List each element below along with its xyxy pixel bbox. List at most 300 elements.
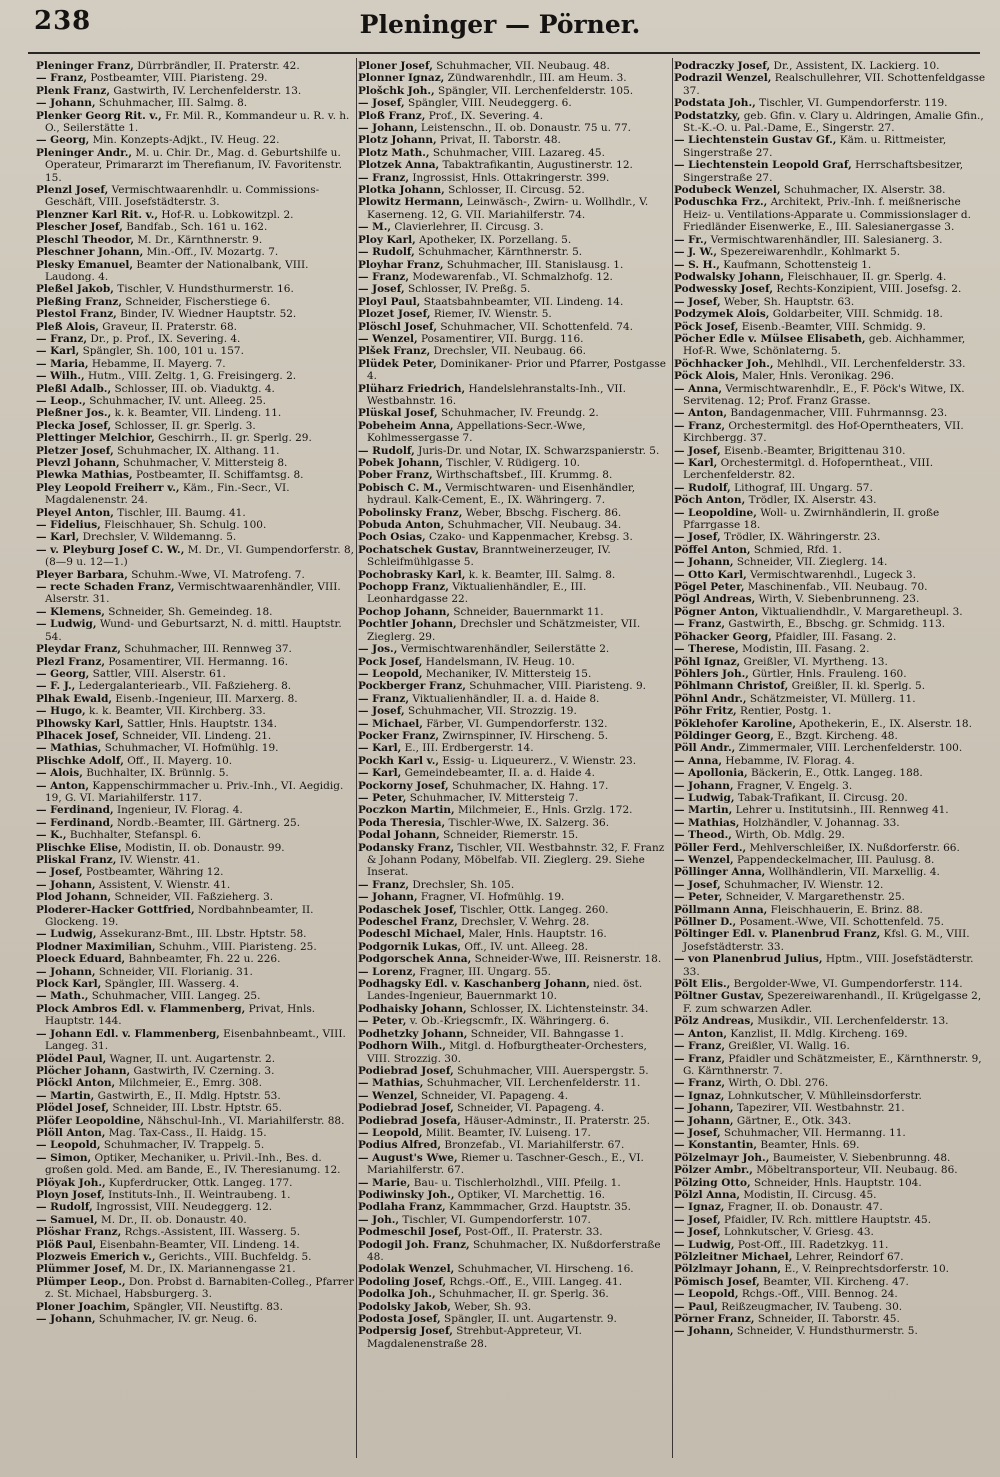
- directory-entry: [36, 110, 354, 135]
- entry-details: Weber, Sh. Hauptstr. 63.: [720, 295, 855, 308]
- directory-entry: [358, 1301, 670, 1313]
- entry-name: — Simon,: [36, 1151, 92, 1164]
- entry-details: Häuser-Adminstr., II. Praterstr. 25.: [460, 1114, 651, 1127]
- directory-entry: [36, 544, 354, 569]
- entry-name: — Franz,: [36, 332, 88, 345]
- directory-entry: [36, 1251, 354, 1263]
- entry-name: Plenk Franz,: [36, 84, 110, 97]
- directory-entry: [36, 531, 354, 543]
- entry-name: Pliskal Franz,: [36, 854, 117, 866]
- entry-details: Schneider, VI. Papageng. 4.: [453, 1102, 605, 1115]
- entry-name: Plüdek Peter,: [358, 357, 437, 370]
- entry-name: Pochopp Franz,: [358, 581, 449, 594]
- entry-details: Bergolder-Wwe, VI. Gumpendorferstr. 114.: [730, 978, 963, 991]
- directory-entry: [358, 308, 670, 320]
- directory-entry: [674, 829, 988, 841]
- directory-entry: [358, 1226, 670, 1238]
- entry-details: Vermischtwaren- und Eisenhändler, hydraul. Kalk-Cement, E., IX. Währingerg. 7.: [367, 481, 636, 507]
- directory-entry: [36, 693, 354, 705]
- entry-name: Plöfer Leopoldine,: [36, 1114, 144, 1127]
- directory-entry: [358, 916, 670, 928]
- directory-entry: [674, 656, 988, 668]
- directory-entry: [36, 420, 354, 432]
- entry-name: Plödel Josef,: [36, 1102, 110, 1115]
- entry-details: Milchmeier, E., Hnls. Grzlg. 172.: [454, 804, 633, 817]
- directory-entry: [358, 792, 670, 804]
- entry-name: — Jos.,: [358, 643, 398, 656]
- directory-column-1: [36, 60, 354, 1465]
- entry-name: — von Planenbrud Julius,: [674, 953, 823, 966]
- entry-details: Maschinenfab., VII. Neubaug. 70.: [744, 581, 928, 594]
- entry-name: Pober Franz,: [358, 469, 433, 482]
- entry-name: Plöyak Joh.,: [36, 1176, 106, 1189]
- entry-details: Orchestermitgl. des Hof-Operntheaters, VII. Kirchbergg. 37.: [683, 419, 964, 445]
- entry-name: — Ludwig,: [674, 1238, 735, 1251]
- directory-entry: [674, 1090, 988, 1102]
- entry-details: Schuhmacher, VI. Hofmühlg. 19.: [101, 742, 279, 755]
- entry-name: — Johann,: [674, 1325, 734, 1338]
- entry-name: Plümper Leop.,: [36, 1275, 126, 1288]
- directory-entry: [36, 134, 354, 146]
- entry-details: Handelslehranstalts-Inh., VII. Westbahnstr. 16.: [367, 382, 626, 407]
- directory-entry: [36, 1201, 354, 1213]
- directory-entry: [358, 842, 670, 879]
- directory-entry: [674, 1028, 988, 1040]
- entry-name: — Franz,: [674, 1052, 726, 1065]
- entry-name: Podiebrad Josefa,: [358, 1114, 461, 1127]
- directory-entry: [36, 469, 354, 481]
- entry-details: Gemeindebeamter, II. a. d. Haide 4.: [401, 767, 595, 780]
- directory-entry: [36, 308, 354, 320]
- entry-name: Ploß Franz,: [358, 109, 426, 122]
- entry-details: Wirth, Ob. Mdlg. 29.: [731, 829, 845, 842]
- entry-details: Vermischtwarenhdl., Lugeck 3.: [746, 568, 916, 581]
- running-head: Pleninger — Pörner.: [359, 10, 641, 39]
- directory-entry: [674, 1251, 988, 1263]
- directory-entry: [358, 742, 670, 754]
- directory-entry: [358, 544, 670, 569]
- entry-details: Tischler, V. Hundsthurmerstr. 16.: [113, 283, 294, 296]
- entry-name: Plöll Anton,: [36, 1126, 106, 1139]
- directory-entry: [358, 1152, 670, 1177]
- directory-entry: [358, 519, 670, 531]
- entry-details: Schmied, Rfd. 1.: [750, 543, 842, 556]
- directory-column-3: [674, 60, 988, 1465]
- entry-name: — Johann,: [36, 965, 96, 978]
- entry-name: — S. H.,: [674, 258, 720, 271]
- entry-details: Eisenb.-Beamter, Brigittenau 310.: [720, 444, 906, 457]
- entry-details: Wirthschaftsbef., III. Krummg. 8.: [432, 469, 613, 482]
- entry-name: Plümmer Josef,: [36, 1263, 127, 1276]
- entry-name: — Paul,: [674, 1300, 718, 1313]
- entry-details: Mechaniker, IV. Mittersteig 15.: [422, 667, 592, 680]
- entry-name: — Leopold,: [358, 667, 423, 680]
- directory-entry: [674, 1276, 988, 1288]
- directory-entry: [358, 1077, 670, 1089]
- directory-entry: [674, 928, 988, 953]
- directory-entry: [358, 705, 670, 717]
- directory-entry: [674, 866, 988, 878]
- entry-name: Pöhnl Andr.,: [674, 692, 747, 705]
- entry-details: Rechts-Konzipient, VIII. Josefsg. 2.: [773, 283, 962, 296]
- entry-name: — Wenzel,: [358, 332, 418, 345]
- entry-details: Schlosser, III. ob. Viaduktg. 4.: [111, 382, 275, 395]
- entry-details: Gerichts., VIII. Buchfeldg. 5.: [155, 1251, 312, 1263]
- directory-entry: [674, 556, 988, 568]
- entry-details: Vermischtwarenhändler, Seilerstätte 2.: [397, 643, 610, 656]
- entry-details: Kupferdrucker, Ottk. Langeg. 177.: [105, 1176, 293, 1189]
- entry-details: Ingrossist, VIII. Neudeggerg. 12.: [92, 1201, 273, 1214]
- entry-details: Herrschaftsbesitzer, Singerstraße 27.: [683, 159, 964, 184]
- directory-entry: [358, 941, 670, 953]
- entry-details: Drechsler, Sh. 105.: [409, 878, 515, 891]
- entry-name: Podpersig Josef,: [358, 1325, 453, 1338]
- entry-name: — Franz,: [358, 878, 410, 891]
- directory-entry: [358, 804, 670, 816]
- entry-name: Ploeck Eduard,: [36, 953, 126, 966]
- entry-details: Wollhändlerin, VII. Marxellig. 4.: [765, 866, 940, 879]
- entry-name: — Ludwig,: [36, 618, 97, 631]
- directory-entry: [674, 891, 988, 903]
- directory-entry: [36, 445, 354, 457]
- directory-entry: [36, 1077, 354, 1089]
- entry-name: — Anton,: [674, 407, 728, 420]
- entry-details: Schuhmacher, VIII. Piaristeng. 9.: [465, 680, 646, 693]
- entry-name: — Wenzel,: [358, 1089, 418, 1102]
- entry-details: Zündwarenhdlr., III. am Heum. 3.: [444, 72, 627, 85]
- entry-details: Bau- u. Tischlerholzhdl., VIII. Pfeilg. 1.: [410, 1176, 621, 1189]
- directory-entry: [358, 482, 670, 507]
- entry-name: Pleßl Adalb.,: [36, 382, 112, 395]
- directory-entry: [674, 593, 988, 605]
- directory-entry: [36, 581, 354, 606]
- directory-entry: [358, 1090, 670, 1102]
- entry-details: Privat, Hnls. Hauptstr. 144.: [45, 1002, 316, 1028]
- directory-entry: [36, 1139, 354, 1151]
- directory-entry: [674, 817, 988, 829]
- entry-details: Off., IV. unt. Alleeg. 28.: [461, 940, 588, 953]
- entry-details: E., Bzgt. Kircheng. 48.: [773, 729, 898, 742]
- entry-name: Podal Johann,: [358, 829, 440, 842]
- directory-entry: [674, 1152, 988, 1164]
- entry-details: Ledergalanteriearb., VII. Faßzieherg. 8.: [75, 680, 292, 693]
- entry-details: Posament.-Wwe, VII. Schottenfeld. 75.: [736, 916, 944, 929]
- entry-name: Plestol Franz,: [36, 308, 117, 321]
- entry-name: Pömisch Josef,: [674, 1275, 760, 1288]
- directory-entry: [358, 928, 670, 940]
- entry-name: Plotz Math.,: [358, 146, 430, 159]
- directory-entry: [674, 643, 988, 655]
- directory-entry: [36, 1053, 354, 1065]
- entry-details: M. Dr., VI. Gumpendorferstr. 8, (8—9 u. 12—1.): [45, 543, 354, 569]
- entry-details: M. Dr., IX. Mariannengasse 21.: [126, 1263, 296, 1276]
- directory-entry: [674, 1102, 988, 1114]
- entry-name: Pochatschek Gustav,: [358, 543, 479, 556]
- entry-details: Hutm., VIII. Zeltg. 1, G. Freisingerg. 2.: [84, 370, 297, 383]
- entry-name: — Johann,: [674, 1114, 734, 1127]
- directory-entry: [674, 1139, 988, 1151]
- entry-name: — Rudolf,: [674, 481, 731, 494]
- entry-name: Ploner Joachim,: [36, 1300, 130, 1313]
- entry-details: Fleischhauer, II. gr. Sperlg. 4.: [784, 270, 947, 283]
- entry-name: Plenzner Karl Rit. v.,: [36, 208, 159, 221]
- entry-details: Fleischhauer, Sh. Schulg. 100.: [100, 519, 267, 532]
- entry-name: — Karl,: [358, 767, 402, 780]
- directory-entry: [36, 742, 354, 754]
- entry-details: Apothekerin, E., IX. Alserstr. 18.: [796, 717, 972, 730]
- entry-details: Schlosser, II. gr. Sperlg. 3.: [111, 419, 256, 432]
- directory-entry: [36, 1115, 354, 1127]
- directory-entry: [36, 296, 354, 308]
- entry-details: Schlosser, II. Circusg. 52.: [444, 184, 585, 197]
- entry-details: Mehlhdl., VII. Lerchenfelderstr. 33.: [773, 357, 966, 370]
- entry-details: Tapezirer, VII. Westbahnstr. 21.: [733, 1102, 905, 1115]
- entry-details: Färber, VI. Gumpendorferstr. 132.: [422, 717, 608, 730]
- entry-name: — Mathias,: [358, 1077, 424, 1090]
- entry-details: Weber, Bbschg. Fischerg. 86.: [462, 506, 622, 519]
- directory-entry: [36, 879, 354, 891]
- directory-entry: [674, 742, 988, 754]
- directory-entry: [36, 457, 354, 469]
- entry-name: Ploy Karl,: [358, 233, 416, 246]
- entry-details: Ingenieur, IV. Florag. 4.: [113, 804, 243, 817]
- entry-name: Pobuda Anton,: [358, 519, 445, 532]
- directory-entry: [36, 60, 354, 72]
- entry-details: Schuhmacher, IV. Trappelg. 5.: [100, 1139, 265, 1152]
- directory-entry: [36, 259, 354, 284]
- entry-name: — Therese,: [674, 643, 739, 656]
- directory-entry: [36, 829, 354, 841]
- entry-details: Bandfab., Sch. 161 u. 162.: [122, 221, 268, 234]
- directory-entry: [358, 1263, 670, 1275]
- directory-entry: [674, 184, 988, 196]
- entry-name: Pöhl Ignaz,: [674, 655, 741, 668]
- entry-details: Assistent, V. Wienstr. 41.: [95, 878, 231, 891]
- entry-name: Pleßner Jos.,: [36, 407, 112, 420]
- directory-entry: [358, 134, 670, 146]
- entry-name: — Theod.,: [674, 829, 732, 842]
- entry-name: — Anton,: [36, 779, 90, 792]
- entry-details: Dr., Assistent, IX. Lackierg. 10.: [770, 60, 940, 72]
- entry-name: Plock Karl,: [36, 978, 102, 991]
- entry-name: — Josef,: [674, 1213, 721, 1226]
- entry-name: Plšek Franz,: [358, 345, 431, 358]
- directory-entry: [36, 668, 354, 680]
- directory-entry: [36, 755, 354, 767]
- entry-details: Schuhmacher, IV. gr. Neug. 6.: [95, 1313, 258, 1326]
- entry-details: Spezereiwarenhdlr., Kohlmarkt 5.: [717, 246, 901, 259]
- directory-entry: [358, 97, 670, 109]
- entry-name: Pörner Franz,: [674, 1313, 755, 1326]
- entry-name: Pöch Anton,: [674, 494, 746, 507]
- entry-name: — Josef,: [674, 531, 721, 544]
- entry-name: — Rudolf,: [36, 1201, 93, 1214]
- directory-entry: [36, 507, 354, 519]
- directory-entry: [358, 767, 670, 779]
- entry-name: — Joh.,: [358, 1213, 400, 1226]
- entry-details: Käm. u. Rittmeister, Singerstraße 27.: [683, 134, 947, 159]
- directory-entry: [36, 1090, 354, 1102]
- entry-details: Pfaidler, IV. Rch. mittlere Hauptstr. 45.: [720, 1213, 932, 1226]
- entry-details: Off., II. Mayerg. 10.: [123, 754, 233, 767]
- directory-entry: [36, 978, 354, 990]
- entry-details: Schuhmacher, VIII. Auerspergstr. 5.: [453, 1064, 649, 1077]
- directory-entry: [674, 631, 988, 643]
- entry-details: k. k. Beamter, VII. Lindeng. 11.: [111, 407, 282, 420]
- directory-entry: [36, 1065, 354, 1077]
- entry-name: Plod Johann,: [36, 891, 112, 904]
- entry-details: Drechsler, V. Wildemanng. 5.: [79, 531, 237, 544]
- entry-details: Realschullehrer, VII. Schottenfeldgasse 37.: [683, 72, 986, 97]
- entry-details: Schneider, Riemerstr. 15.: [439, 829, 579, 842]
- page-number: 238: [34, 6, 92, 36]
- entry-details: Rchgs.-Off., VIII. Bennog. 24.: [738, 1288, 898, 1301]
- directory-entry: [674, 246, 988, 258]
- entry-details: Post-Off., II. Praterstr. 33.: [461, 1226, 603, 1239]
- entry-details: Schneider, II. Taborstr. 45.: [754, 1313, 900, 1326]
- entry-details: Dominikaner- Prior und Pfarrer, Postgasse 4.: [367, 357, 667, 383]
- directory-entry: [674, 271, 988, 283]
- directory-entry: [358, 780, 670, 792]
- entry-name: Pölz Andreas,: [674, 1015, 754, 1028]
- entry-name: — Ludwig,: [674, 791, 735, 804]
- directory-entry: [674, 1226, 988, 1238]
- entry-name: — Josef,: [358, 283, 405, 296]
- entry-details: Posamentirer, VII. Burgg. 116.: [417, 332, 584, 345]
- entry-details: Modistin, III. Fasang. 2.: [738, 643, 870, 656]
- entry-details: Czako- und Kappenmacher, Krebsg. 3.: [425, 531, 633, 544]
- entry-details: Fragner, III. Ungarg. 55.: [416, 965, 551, 978]
- entry-name: Plevzl Johann,: [36, 457, 120, 469]
- directory-entry: [674, 1214, 988, 1226]
- directory-entry: [674, 618, 988, 630]
- directory-entry: [674, 718, 988, 730]
- entry-details: Hebamme, IV. Florag. 4.: [722, 754, 855, 767]
- directory-entry: [358, 618, 670, 643]
- directory-entry: [36, 184, 354, 209]
- entry-details: Schuhmacher, III. Salmg. 8.: [95, 97, 248, 110]
- entry-name: Pölzleitner Michael,: [674, 1251, 793, 1263]
- directory-entry: [36, 854, 354, 866]
- entry-details: Greißler, II. kl. Sperlg. 5.: [788, 680, 926, 693]
- entry-details: Schlosser, IX. Lichtensteinstr. 34.: [466, 1002, 649, 1015]
- directory-entry: [358, 407, 670, 419]
- entry-name: Plenker Georg Rit. v.,: [36, 109, 162, 122]
- entry-name: Pleydar Franz,: [36, 643, 121, 656]
- entry-name: Pleßing Franz,: [36, 295, 123, 308]
- entry-name: — Klemens,: [36, 605, 105, 618]
- entry-details: Bandagenmacher, VIII. Fuhrmannsg. 23.: [727, 407, 948, 420]
- entry-details: Rchgs.-Assistent, III. Wasserg. 5.: [121, 1226, 301, 1239]
- entry-name: — Wenzel,: [674, 854, 734, 866]
- directory-entry: [358, 656, 670, 668]
- entry-details: Zwirnspinner, IV. Hirscheng. 5.: [439, 729, 609, 742]
- entry-name: — Fidelius,: [36, 519, 101, 532]
- directory-entry: [36, 1102, 354, 1114]
- entry-name: — Rudolf,: [358, 246, 415, 259]
- directory-entry: [674, 507, 988, 532]
- entry-name: — Franz,: [36, 72, 88, 85]
- entry-details: Drechsler, V. Wehrg. 28.: [457, 916, 590, 929]
- entry-details: Postbeamter, VIII. Piaristeng. 29.: [87, 72, 268, 85]
- entry-details: Spezereiwarenhandl., II. Krügelgasse 2, F. zum schwarzen Adler.: [683, 990, 982, 1015]
- entry-name: Pögel Peter,: [674, 581, 745, 594]
- directory-entry: [358, 246, 670, 258]
- entry-name: Poch Osias,: [358, 531, 426, 544]
- entry-name: Ployl Paul,: [358, 295, 421, 308]
- entry-details: Schuhmacher, Kärnthnerstr. 5.: [414, 246, 583, 259]
- directory-entry: [674, 1077, 988, 1089]
- directory-entry: [36, 891, 354, 903]
- directory-entry: [674, 1189, 988, 1201]
- entry-details: Drechsler, VII. Neubaug. 66.: [430, 345, 586, 358]
- directory-entry: [36, 1313, 354, 1325]
- entry-details: Mitgl. d. Hofburgtheater-Orchesters, VIII. Strozzig. 30.: [367, 1040, 647, 1065]
- entry-name: Pöldinger Georg,: [674, 729, 774, 742]
- entry-details: Min. Konzepts-Adjkt., IV. Heug. 22.: [89, 134, 280, 147]
- entry-name: Plöschl Josef,: [358, 320, 437, 333]
- entry-details: Tischler, VI. Gumpendorferstr. 119.: [755, 97, 948, 110]
- entry-details: Goldarbeiter, VIII. Schmidg. 18.: [769, 308, 943, 321]
- directory-entry: [674, 1239, 988, 1251]
- entry-details: Postbeamter, II. Schiffamtsg. 8.: [132, 469, 304, 482]
- directory-entry: [674, 1127, 988, 1139]
- entry-name: Pleß Alois,: [36, 320, 99, 333]
- directory-entry: [358, 296, 670, 308]
- entry-name: — Apollonia,: [674, 767, 748, 780]
- directory-entry: [674, 780, 988, 792]
- directory-entry: [674, 1164, 988, 1176]
- entry-name: — Karl,: [36, 345, 80, 358]
- directory-entry: [674, 333, 988, 358]
- entry-details: Assekuranz-Bmt., III. Lbstr. Hptstr. 58.: [96, 928, 307, 941]
- entry-name: — Josef,: [674, 1126, 721, 1139]
- directory-entry: [674, 767, 988, 779]
- entry-details: Schuhmacher, IX. Alserstr. 38.: [780, 184, 946, 197]
- entry-details: Schuhmacher, VII. Strozzig. 19.: [404, 705, 577, 718]
- entry-name: Pölt Elis.,: [674, 978, 731, 991]
- entry-details: Privat, II. Taborstr. 48.: [436, 134, 561, 147]
- directory-entry: [36, 1152, 354, 1177]
- directory-entry: [358, 1214, 670, 1226]
- directory-entry: [358, 159, 670, 171]
- entry-name: Plhowsky Karl,: [36, 717, 124, 730]
- directory-entry: [674, 234, 988, 246]
- entry-details: Weber, Sh. 93.: [450, 1300, 532, 1313]
- entry-name: — Alois,: [36, 767, 83, 780]
- entry-name: Pöltinger Edl. v. Planenbrud Franz,: [674, 928, 881, 941]
- entry-details: Buchhalter, Stefanspl. 6.: [66, 829, 202, 842]
- directory-entry: [674, 457, 988, 482]
- entry-details: Architekt, Priv.-Inh. f. meißnerische Heiz- u. Ventilations-Apparate u. Commissionslager d. Friedländer Eisenwerke, E., III. Salesianergasse 3.: [683, 196, 971, 234]
- entry-name: — Peter,: [358, 1015, 407, 1028]
- directory-entry: [674, 755, 988, 767]
- entry-name: — Josef,: [674, 295, 721, 308]
- directory-entry: [358, 1239, 670, 1264]
- directory-entry: [358, 345, 670, 357]
- directory-entry: [674, 159, 988, 184]
- entry-details: Graveur, II. Praterstr. 68.: [98, 320, 237, 333]
- entry-details: Schuhmacher, IV. Freundg. 2.: [437, 407, 599, 420]
- entry-name: — v. Pleyburg Josef C. W.,: [36, 543, 185, 556]
- entry-details: Trödler, IX. Alserstr. 43.: [745, 494, 877, 507]
- entry-details: Lithograf, III. Ungarg. 57.: [730, 481, 873, 494]
- directory-entry: [36, 1189, 354, 1201]
- entry-name: — Josef,: [358, 705, 405, 718]
- entry-name: Podeschel Franz,: [358, 916, 458, 929]
- entry-name: — Ferdinand,: [36, 804, 114, 817]
- entry-name: — Johann,: [36, 878, 96, 891]
